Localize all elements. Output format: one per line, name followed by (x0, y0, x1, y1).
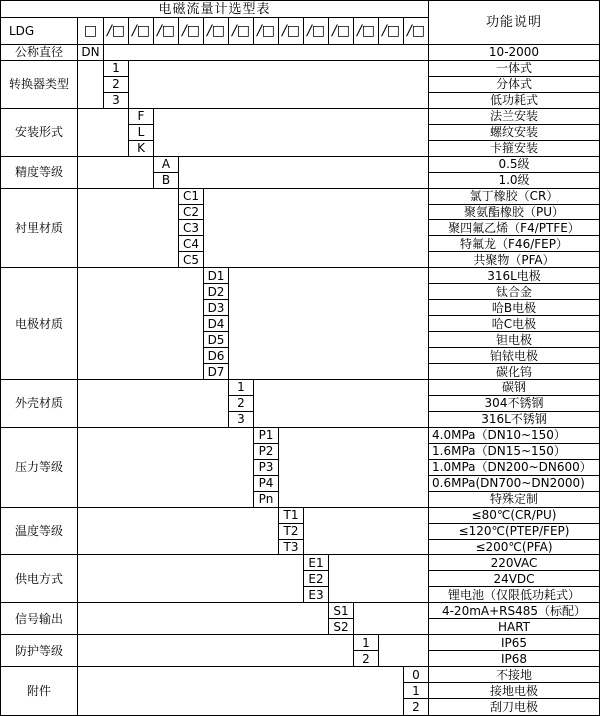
option-desc: 螺纹安装 (429, 125, 599, 141)
option-desc: 一体式 (429, 61, 599, 77)
option-code: C2 (179, 205, 204, 221)
empty-cell (229, 268, 429, 380)
option-code: L (129, 125, 154, 141)
empty-cell (154, 109, 429, 157)
empty-cell (254, 380, 429, 428)
option-desc: 316L电极 (429, 268, 599, 284)
option-desc: 4.0MPa（DN10~150） (429, 428, 599, 444)
group-label: 电极材质 (1, 268, 78, 380)
option-desc: 钽电极 (429, 332, 599, 348)
option-code: C5 (179, 252, 204, 268)
group-label: 衬里材质 (1, 189, 78, 269)
option-desc: IP65 (429, 635, 599, 651)
option-desc: 0.6MPa(DN700~DN2000) (429, 476, 599, 492)
option-desc: 304不锈钢 (429, 396, 599, 412)
option-code: C1 (179, 189, 204, 205)
option-code: 3 (229, 412, 254, 428)
option-desc: 特氟龙（F46/FEP） (429, 236, 599, 252)
group-label: 公称直径 (1, 45, 78, 61)
model-code-slot: /□ (104, 18, 129, 45)
option-code: 1 (104, 61, 129, 77)
option-code: E1 (304, 555, 329, 571)
option-desc: 氯丁橡胶（CR） (429, 189, 599, 205)
option-code: P3 (254, 460, 279, 476)
option-desc: 共聚物（PFA） (429, 252, 599, 268)
option-desc: 1.6MPa（DN15~150） (429, 444, 599, 460)
option-desc: 钛合金 (429, 284, 599, 300)
empty-cell (78, 635, 354, 667)
group-label: 附件 (1, 667, 78, 715)
option-desc: 卡箍安装 (429, 141, 599, 157)
group-label: 压力等级 (1, 428, 78, 508)
option-desc: 哈B电极 (429, 300, 599, 316)
option-desc: 碳钢 (429, 380, 599, 396)
group-label: 防护等级 (1, 635, 78, 667)
model-prefix: LDG (1, 18, 78, 45)
empty-cell (379, 635, 429, 667)
option-code: D7 (204, 364, 229, 380)
model-code-slot: /□ (229, 18, 254, 45)
selection-table-grid (1, 1, 599, 715)
option-code: T2 (279, 524, 304, 540)
option-code: P2 (254, 444, 279, 460)
model-code-slot: /□ (129, 18, 154, 45)
model-code-slot: /□ (329, 18, 354, 45)
option-code: D1 (204, 268, 229, 284)
group-label: 转换器类型 (1, 61, 78, 109)
model-code-slot: /□ (179, 18, 204, 45)
option-code: P1 (254, 428, 279, 444)
option-desc: 铂铱电极 (429, 348, 599, 364)
option-desc: ≤80℃(CR/PU) (429, 508, 599, 524)
model-code-slot: /□ (154, 18, 179, 45)
option-desc: 10-2000 (429, 45, 599, 61)
option-code: C3 (179, 220, 204, 236)
option-desc: 4-20mA+RS485（标配） (429, 603, 599, 619)
option-code: T1 (279, 508, 304, 524)
option-desc: 刮刀电极 (489, 700, 538, 715)
model-code-slot: /□ (304, 18, 329, 45)
empty-cell (279, 428, 429, 508)
option-code: S2 (329, 619, 354, 635)
option-desc: 不接地 (429, 667, 599, 683)
table-title: 电磁流量计选型表 (1, 1, 429, 18)
option-code: 1 (354, 635, 379, 651)
option-code: D4 (204, 316, 229, 332)
option-code: E3 (304, 587, 329, 603)
option-desc: ≤120℃(PTEP/FEP) (429, 524, 599, 540)
option-code: Pn (254, 492, 279, 508)
option-code: DN (78, 45, 104, 61)
option-code: C4 (179, 236, 204, 252)
option-desc: 接地电极 (429, 683, 599, 699)
model-code-box: □ (78, 18, 104, 45)
model-code-slot: /□ (379, 18, 404, 45)
option-code: T3 (279, 540, 304, 556)
option-desc: IP68 (429, 651, 599, 667)
option-code: 2 (229, 396, 254, 412)
option-code: D2 (204, 284, 229, 300)
option-desc: 法兰安装 (429, 109, 599, 125)
model-code-slot: /□ (254, 18, 279, 45)
empty-cell (78, 109, 129, 157)
option-desc: HART (429, 619, 599, 635)
option-code: 2 (404, 699, 429, 715)
option-code: D6 (204, 348, 229, 364)
option-desc: 220VAC (429, 555, 599, 571)
empty-cell (354, 603, 429, 635)
option-code: E2 (304, 571, 329, 587)
option-code: B (154, 173, 179, 189)
option-code: S1 (329, 603, 354, 619)
empty-cell (78, 380, 229, 428)
empty-cell (78, 157, 154, 189)
group-label: 温度等级 (1, 508, 78, 556)
option-code: F (129, 109, 154, 125)
option-code: 1 (229, 380, 254, 396)
option-desc: 碳化钨 (429, 364, 599, 380)
group-label: 信号输出 (1, 603, 78, 635)
option-code: 2 (354, 651, 379, 667)
option-code: D5 (204, 332, 229, 348)
empty-cell (78, 603, 329, 635)
empty-cell (179, 157, 429, 189)
option-code: D3 (204, 300, 229, 316)
option-desc: ≤200℃(PFA) (429, 540, 599, 556)
option-desc: 分体式 (429, 77, 599, 93)
empty-cell (104, 45, 429, 61)
option-code: 1 (404, 683, 429, 699)
empty-cell (204, 189, 429, 269)
group-label: 精度等级 (1, 157, 78, 189)
option-desc: 24VDC (429, 571, 599, 587)
empty-cell (78, 61, 104, 109)
group-label: 供电方式 (1, 555, 78, 603)
option-desc: 0.5级 (429, 157, 599, 173)
empty-cell (78, 268, 204, 380)
empty-cell (329, 555, 429, 603)
option-code: K (129, 141, 154, 157)
option-desc: 聚氨酯橡胶（PU） (429, 205, 599, 221)
model-code-slot: /□ (354, 18, 379, 45)
empty-cell (78, 428, 254, 508)
option-desc: 316L不锈钢 (429, 412, 599, 428)
option-desc: 哈C电极 (429, 316, 599, 332)
option-desc: 锂电池（仅限低功耗式） (429, 587, 599, 603)
model-code-slot: /□ (404, 18, 429, 45)
option-code: 2 (104, 77, 129, 93)
option-desc: 1.0级 (429, 173, 599, 189)
option-desc: 1.0MPa（DN200~DN600） (429, 460, 599, 476)
option-desc: 低功耗式 (429, 93, 599, 109)
option-code: 3 (104, 93, 129, 109)
option-code: P4 (254, 476, 279, 492)
model-code-slot: /□ (279, 18, 304, 45)
option-code: 0 (404, 667, 429, 683)
empty-cell (129, 61, 429, 109)
empty-cell (304, 508, 429, 556)
function-description-header: 功能说明 (429, 1, 599, 45)
option-desc: 特殊定制 (429, 492, 599, 508)
empty-cell (78, 667, 404, 715)
option-desc: 聚四氟乙烯（F4/PTFE） (429, 220, 599, 236)
group-label: 安装形式 (1, 109, 78, 157)
model-code-slot: /□ (204, 18, 229, 45)
option-code: A (154, 157, 179, 173)
empty-cell (78, 555, 304, 603)
empty-cell (78, 508, 279, 556)
empty-cell (78, 189, 179, 269)
group-label: 外壳材质 (1, 380, 78, 428)
